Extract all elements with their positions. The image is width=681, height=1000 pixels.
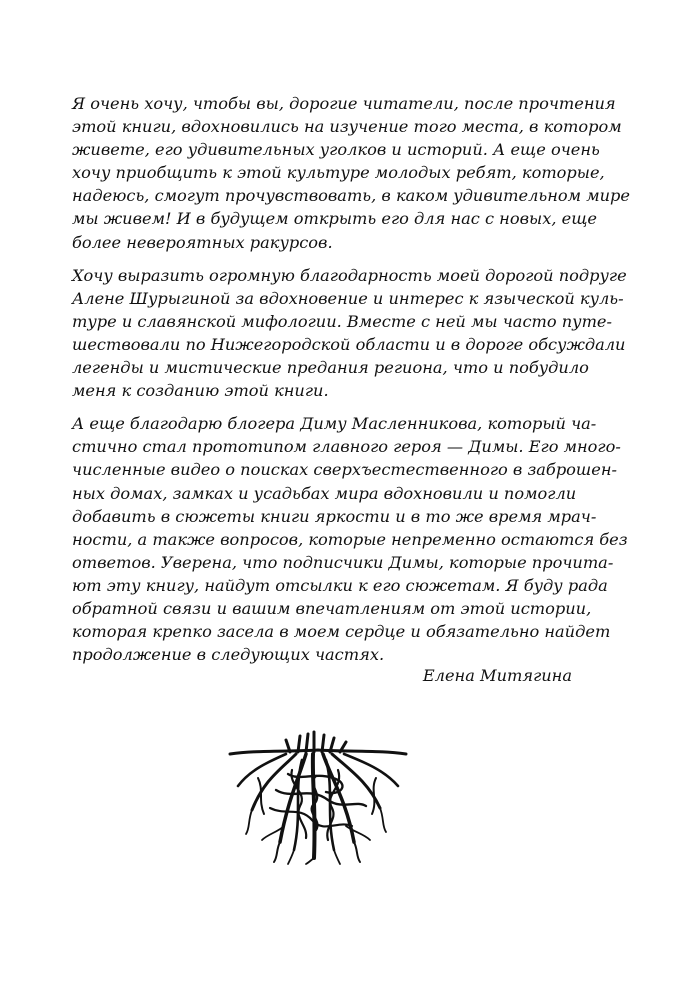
text-line: ответов. Уверена, что подписчики Димы, которые прочита- (72, 552, 614, 572)
paragraph-3 (72, 412, 628, 666)
paragraph-2 (72, 264, 627, 403)
text-line: Алене Шурыгиной за вдохновение и интерес к языческой куль- (72, 288, 624, 308)
text-line: ных домах, замках и усадьбах мира вдохновили и помогли (72, 483, 577, 503)
text-line: этой книги, вдохновились на изучение того места, в котором (72, 117, 622, 137)
text-line: продолжение в следующих частях. (72, 645, 385, 665)
text-line: ности, а также вопросов, которые непременно остаются без (72, 529, 628, 549)
text-line: которая крепко засела в моем сердце и обязательно найдет (72, 622, 611, 642)
text-line: меня к созданию этой книги. (72, 381, 329, 401)
text-line: надеюсь, смогут прочувствовать, в каком удивительном мире (72, 186, 630, 206)
text-line: хочу приобщить к этой культуре молодых ребят, которые, (72, 163, 605, 183)
text-line: туре и славянской мифологии. Вместе с ней мы часто путе- (72, 311, 612, 331)
text-line: стично стал прототипом главного героя — Димы. Его много- (72, 437, 621, 457)
text-line: живете, его удивительных уголков и историй. А еще очень (72, 140, 600, 160)
text-line: легенды и мистические предания региона, что и побудило (72, 358, 589, 378)
text-line: более невероятных ракурсов. (72, 232, 333, 252)
roots-ornament (228, 730, 408, 865)
text-line: А еще благодарю блогера Диму Масленникова, который ча- (72, 414, 597, 434)
text-line: численные видео о поисках сверхъестественного в заброшен- (72, 460, 617, 480)
afterword-text (72, 92, 630, 676)
text-line: добавить в сюжеты книги яркости и в то же время мрач- (72, 506, 597, 526)
text-line: обратной связи и вашим впечатлениям от этой истории, (72, 598, 592, 618)
text-line: Я очень хочу, чтобы вы, дорогие читатели, после прочтения (72, 94, 616, 113)
text-line: шествовали по Нижегородской области и в дороге обсуждали (72, 334, 626, 354)
text-line: ют эту книгу, найдут отсылки к его сюжетам. Я буду рада (72, 575, 608, 595)
paragraph-1 (72, 92, 630, 254)
text-line: мы живем! И в будущем открыть его для нас с новых, еще (72, 209, 597, 229)
text-line: Хочу выразить огромную благодарность моей дорогой подруге (72, 265, 627, 285)
author-signature: Елена Митягина (422, 666, 572, 685)
